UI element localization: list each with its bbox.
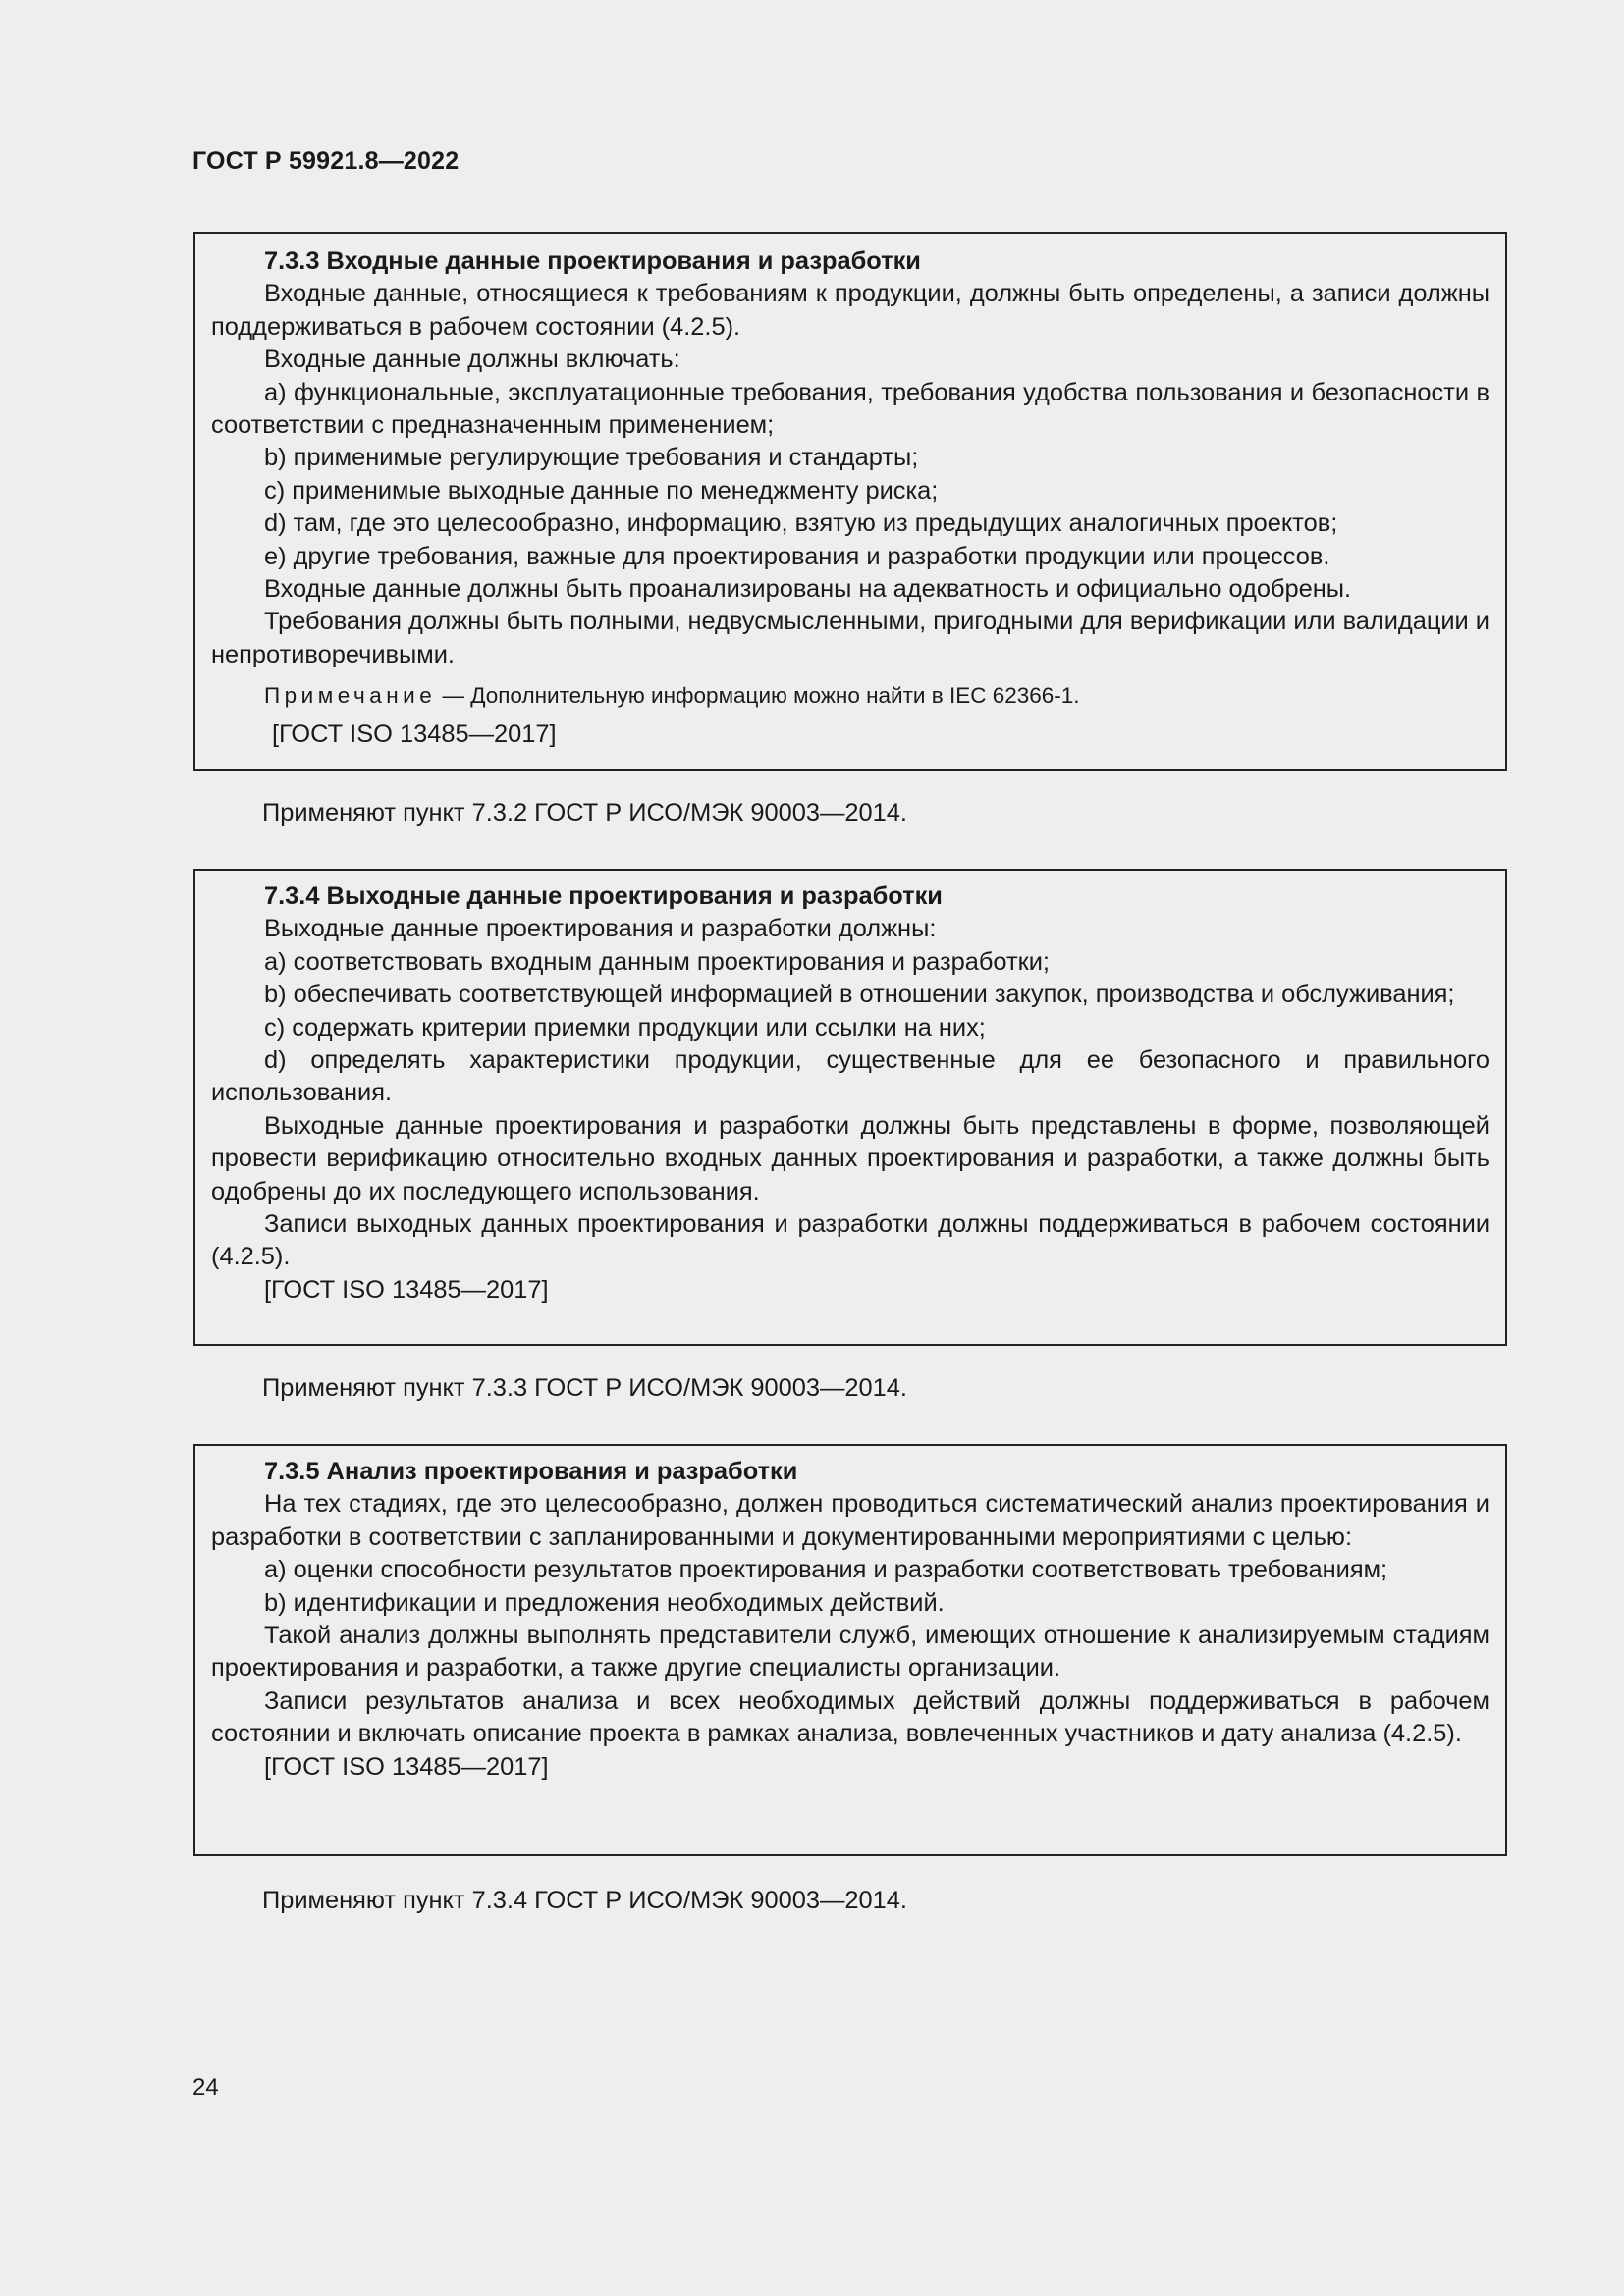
list-item: b) идентификации и предложения необходимых действий. [264,1588,945,1617]
section-733-paragraph: Входные данные должны быть проанализированы на адекватность и официально одобрены. [264,575,1352,604]
list-item: a) функциональные, эксплуатационные требования, требования удобства пользования и безопасности в соответствии с предназначенным применением; [211,378,1489,440]
section-733-paragraph: Требования должны быть полными, недвусмысленными, пригодными для верификации или валидации и непротиворечивыми. [211,608,1489,668]
section-734-box [193,869,1507,1346]
section-733-reference: [ГОСТ ISO 13485—2017] [272,720,557,748]
list-item: b) применимые регулирующие требования и стандарты; [264,444,919,472]
note-text: — Дополнительную информацию можно найти в IEC 62366-1. [436,683,1080,709]
document-code-header: ГОСТ Р 59921.8—2022 [192,147,460,175]
section-734-reference: [ГОСТ ISO 13485—2017] [264,1275,549,1304]
section-733-paragraph: Входные данные, относящиеся к требованиям к продукции, должны быть определены, а записи должны поддерживаться в рабочем состоянии (4.2.5). [211,280,1489,341]
section-733-title: 7.3.3 Входные данные проектирования и разработки [264,247,921,275]
section-735-reference: [ГОСТ ISO 13485—2017] [264,1752,549,1781]
section-733-note [211,679,1489,712]
list-item: a) оценки способности результатов проектирования и разработки соответствовать требованиям; [264,1556,1388,1584]
list-item: a) соответствовать входным данным проектирования и разработки; [264,947,1050,976]
section-735-paragraph: Записи результатов анализа и всех необходимых действий должны поддерживаться в рабочем состоянии и включать описание проекта в рамках анализа, вовлеченных участников и дату анализа (4.2.5). [211,1686,1489,1748]
section-735-title: 7.3.5 Анализ проектирования и разработки [264,1458,798,1485]
section-734-paragraph: Записи выходных данных проектирования и разработки должны поддерживаться в рабочем состоянии (4.2.5). [211,1210,1489,1271]
page-number: 24 [192,2074,219,2101]
list-item: e) другие требования, важные для проектирования и разработки продукции или процессов. [264,542,1330,570]
apply-clause-text: Применяют пункт 7.3.2 ГОСТ Р ИСО/МЭК 90003—2014. [262,799,907,827]
list-item: c) применимые выходные данные по менеджменту риска; [264,476,939,505]
list-item: d) определять характеристики продукции, существенные для ее безопасного и правильного использования. [211,1046,1489,1107]
section-733-box [193,232,1507,771]
section-735-paragraph: На тех стадиях, где это целесообразно, должен проводиться систематический анализ проектирования и разработки в соответствии с запланированными и документированными мероприятиями с целью: [211,1490,1489,1551]
section-735-paragraph: Такой анализ должны выполнять представители служб, имеющих отношение к анализируемым стадиям проектирования и разработки, а также другие специалисты организации. [211,1622,1489,1682]
section-735-box [193,1444,1507,1856]
section-734-paragraph: Выходные данные проектирования и разработки должны быть представлены в форме, позволяющей провести верификацию относительно входных данных проектирования и разработки, а также должны быть одобрены до их последующего использования. [211,1111,1489,1205]
section-734-paragraph: Выходные данные проектирования и разработки должны: [264,915,937,943]
apply-clause-text: Применяют пункт 7.3.3 ГОСТ Р ИСО/МЭК 90003—2014. [262,1374,907,1402]
list-item: b) обеспечивать соответствующей информацией в отношении закупок, производства и обслуживания; [264,981,1455,1009]
list-item: c) содержать критерии приемки продукции или ссылки на них; [264,1013,986,1041]
list-item: d) там, где это целесообразно, информацию, взятую из предыдущих аналогичных проектов; [264,509,1338,538]
section-734-title: 7.3.4 Выходные данные проектирования и разработки [264,882,943,910]
apply-clause-text: Применяют пункт 7.3.4 ГОСТ Р ИСО/МЭК 90003—2014. [262,1887,907,1914]
note-label: Примечание [264,683,437,709]
section-733-paragraph: Входные данные должны включать: [264,346,680,374]
